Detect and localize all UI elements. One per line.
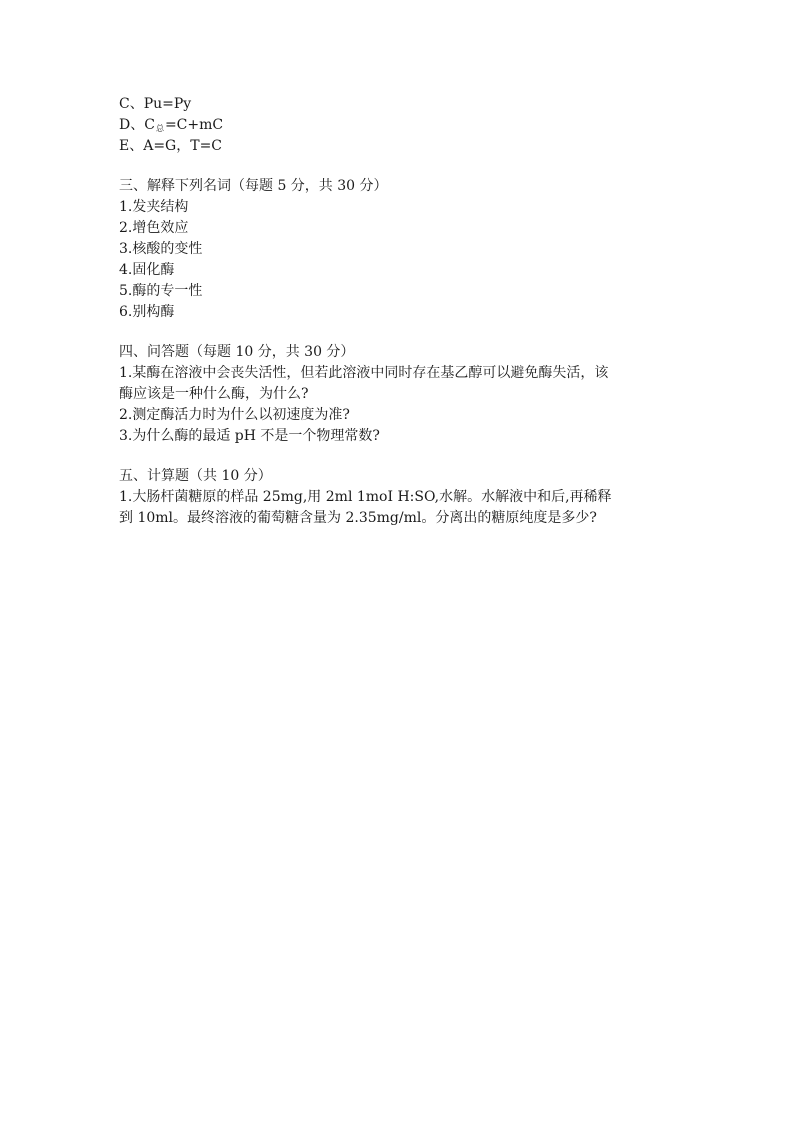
option-d: [119, 115, 689, 136]
section4-question-1: 1.某酶在溶液中会丧失活性，但若此溶液中同时存在基乙醇可以避免酶失活，该: [119, 365, 609, 381]
spacer: [119, 157, 689, 176]
section5-title: 五、计算题（共 10 分）: [119, 468, 272, 484]
section4-question-1-cont: 酶应该是一种什么酶，为什么?: [119, 386, 309, 402]
section5-question-1-cont: 到 10ml。最终溶液的葡萄糖含量为 2.35mg/ml。分离出的糖原纯度是多少?: [119, 510, 597, 526]
section3-item: 1.发夹结构: [119, 199, 189, 215]
section3-item: 5.酶的专一性: [119, 283, 203, 299]
option-c: C、Pu=Py: [119, 96, 192, 112]
spacer: [119, 447, 689, 466]
spacer: [119, 323, 689, 342]
option-d-prefix: D、C: [119, 117, 155, 133]
document-page: [119, 94, 689, 529]
section3-title: 三、解释下列名词（每题 5 分，共 30 分）: [119, 178, 388, 194]
option-d-subscript: 总: [155, 124, 164, 133]
section3-item: 6.别构酶: [119, 304, 175, 320]
section5-question-1: 1.大肠杆菌糖原的样品 25mg,用 2ml 1moI H:SO,水解。水解液中和后,再稀释: [119, 489, 612, 505]
section3-item: 4.固化酶: [119, 262, 175, 278]
section3-item: 2.增色效应: [119, 220, 189, 236]
option-d-suffix: =C+mC: [164, 117, 224, 133]
section3-item: 3.核酸的变性: [119, 241, 203, 257]
option-e: E、A=G，T=C: [119, 138, 223, 154]
section4-question-3: 3.为什么酶的最适 pH 不是一个物理常数?: [119, 428, 380, 444]
section4-title: 四、问答题（每题 10 分，共 30 分）: [119, 344, 355, 360]
section4-question-2: 2.测定酶活力时为什么以初速度为准?: [119, 407, 350, 423]
